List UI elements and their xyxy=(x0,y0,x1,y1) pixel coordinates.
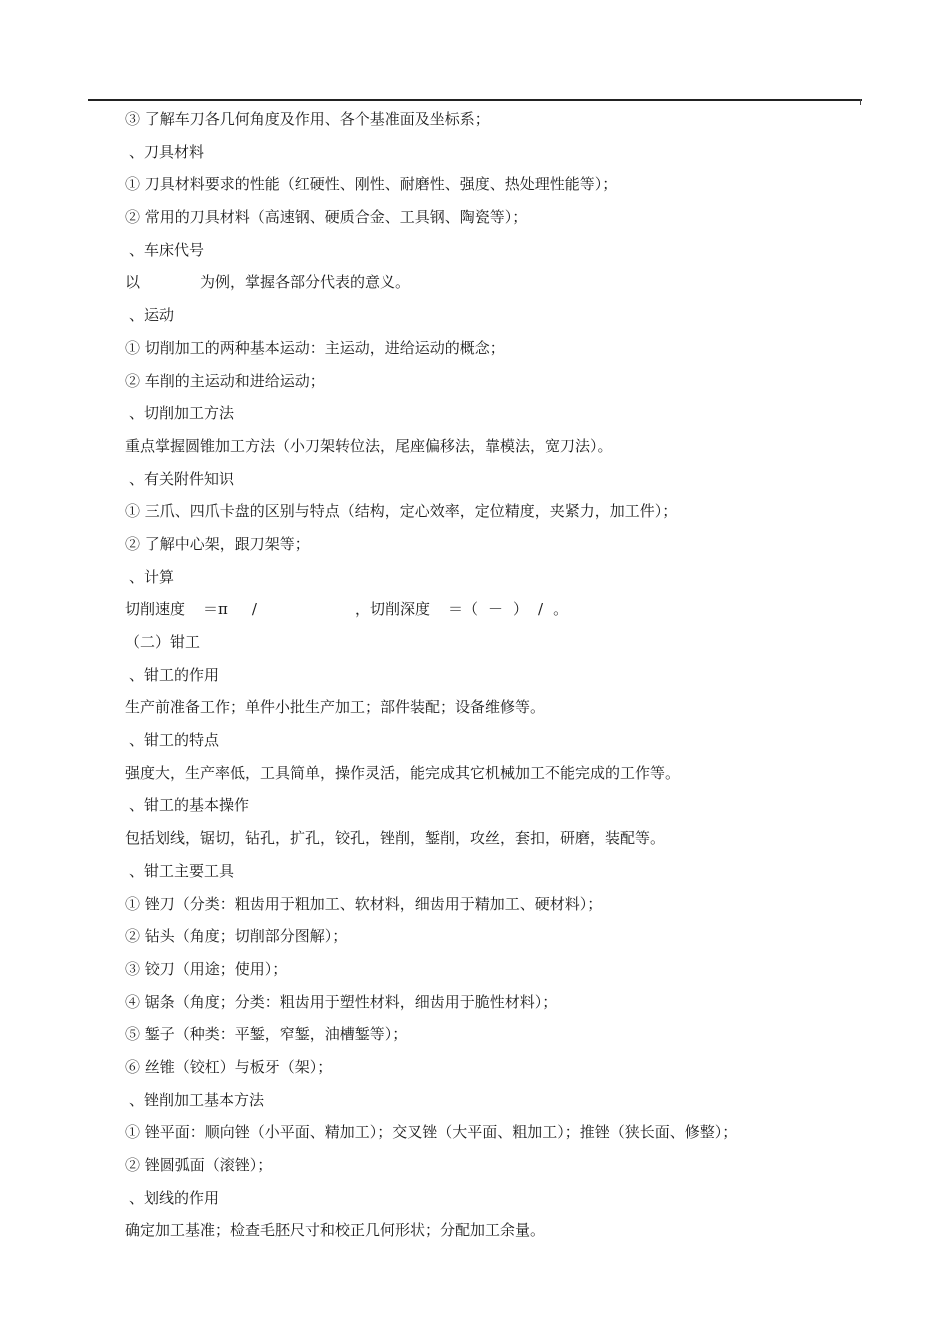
heading-tool-materials: 、刀具材料 xyxy=(129,142,205,161)
heading-cutting-methods: 、切削加工方法 xyxy=(129,404,235,423)
text-line-basic-motions: ① 切削加工的两种基本运动：主运动，进给运动的概念； xyxy=(125,338,505,357)
text-line-reamer: ③ 铰刀（用途；使用）； xyxy=(125,959,288,978)
heading-filing-methods: 、锉削加工基本方法 xyxy=(129,1090,265,1109)
cut-depth-minus: － xyxy=(487,600,503,619)
heading-fitter-operations: 、钳工的基本操作 xyxy=(129,796,250,815)
cut-speed-label: 切削速度 xyxy=(125,600,186,619)
text-line-file-tool: ① 锉刀（分类：粗齿用于粗加工、软材料，细齿用于精加工、硬材料）； xyxy=(125,894,603,913)
formula-end: 。 xyxy=(553,600,569,619)
cut-speed-divide: / xyxy=(251,600,257,619)
text-line-tap-and-die: ⑥ 丝锥（铰杠）与板牙（架）； xyxy=(125,1057,333,1076)
text-line-taper-methods: 重点掌握圆锥加工方法（小刀架转位法，尾座偏移法，靠模法，宽刀法）。 xyxy=(125,436,613,455)
lathe-code-suffix: 为例，掌握各部分代表的意义。 xyxy=(200,273,411,292)
text-line-arc-filing: ② 锉圆弧面（滚锉）； xyxy=(125,1156,273,1174)
text-line-common-tool-materials: ② 常用的刀具材料（高速钢、硬质合金、工具钢、陶瓷等）； xyxy=(125,208,528,227)
document-body xyxy=(125,103,845,1247)
text-line-drill-bit: ② 钻头（角度；切削部分图解）； xyxy=(125,927,348,946)
heading-fitter-role: 、钳工的作用 xyxy=(129,665,220,684)
heading-accessories: 、有关附件知识 xyxy=(129,469,235,488)
text-line-lathe-tool-angles: ③ 了解车刀各几何角度及作用、各个基准面及坐标系； xyxy=(125,110,490,128)
text-line-tool-material-properties: ① 刀具材料要求的性能（红硬性、刚性、耐磨性、强度、热处理性能等）； xyxy=(125,175,618,194)
text-line-saw-blade: ④ 锯条（角度；分类：粗齿用于塑性材料，细齿用于脆性材料）； xyxy=(125,992,558,1011)
heading-marking-role: 、划线的作用 xyxy=(129,1188,220,1207)
text-line-turning-motions: ② 车削的主运动和进给运动； xyxy=(125,371,325,390)
text-line-flat-filing: ① 锉平面：顺向锉（小平面、精加工）；交叉锉（大平面、粗加工）；推锉（狭长面、修整）； xyxy=(125,1123,738,1142)
cut-depth-label: ，切削深度 xyxy=(354,600,430,619)
heading-motion: 、运动 xyxy=(129,306,175,325)
text-line-cutting-formula xyxy=(125,593,845,626)
text-line-chuck-differences: ① 三爪、四爪卡盘的区别与特点（结构，定心效率，定位精度，夹紧力，加工件）； xyxy=(125,502,678,521)
cut-speed-equals: ＝π xyxy=(203,600,228,619)
lathe-code-prefix: 以 xyxy=(125,273,141,292)
heading-fitter-features: 、钳工的特点 xyxy=(129,731,220,750)
header-rule xyxy=(88,99,862,101)
text-line-fitter-features: 强度大，生产率低，工具简单，操作灵活，能完成其它机械加工不能完成的工作等。 xyxy=(125,763,681,782)
section-heading-fitter: （二）钳工 xyxy=(125,633,201,651)
heading-fitter-tools: 、钳工主要工具 xyxy=(129,861,235,880)
text-line-chisel: ⑤ 錾子（种类：平錾，窄錾，油槽錾等）； xyxy=(125,1025,408,1044)
header-rule-tick xyxy=(860,99,861,105)
heading-calculation: 、计算 xyxy=(129,567,175,586)
cut-depth-close: ） xyxy=(512,600,528,619)
cut-depth-equals: ＝（ xyxy=(447,600,478,619)
text-line-fitter-operations: 包括划线，锯切，钻孔，扩孔，铰孔，锉削，錾削，攻丝，套扣，研磨，装配等。 xyxy=(125,829,666,848)
cut-depth-divide: / xyxy=(538,600,544,619)
text-line-lathe-code-example xyxy=(125,266,845,299)
text-line-marking-role: 确定加工基准；检查毛胚尺寸和校正几何形状；分配加工余量。 xyxy=(125,1221,546,1240)
text-line-steady-rest: ② 了解中心架，跟刀架等； xyxy=(125,534,310,553)
text-line-fitter-role: 生产前准备工作；单件小批生产加工；部件装配；设备维修等。 xyxy=(125,698,546,717)
heading-lathe-code: 、车床代号 xyxy=(129,240,205,259)
